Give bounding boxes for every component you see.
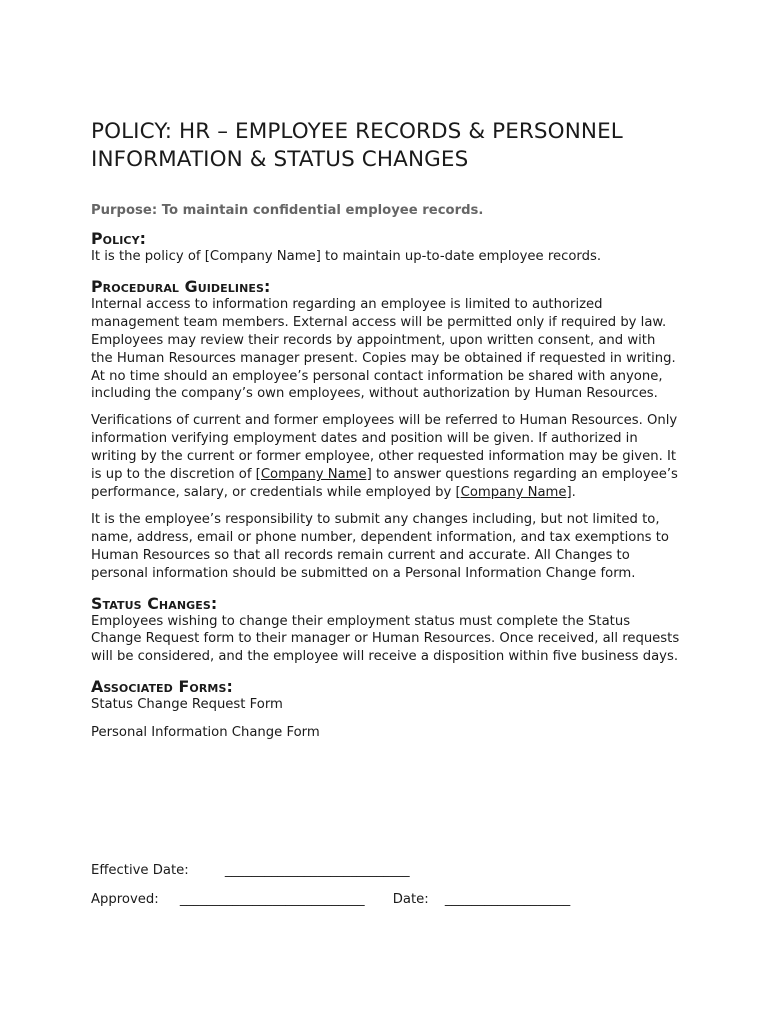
title-line-1: POLICY: HR – EMPLOYEE RECORDS & PERSONNEL [91, 119, 623, 144]
title-line-2: INFORMATION & STATUS CHANGES [91, 147, 469, 172]
p2-text-b: to answer questions regarding an employee’s performance, salary, or credentials while employed by [91, 467, 678, 500]
date-label: Date: [392, 892, 429, 907]
approved-signature-blank[interactable]: ____________________________ [179, 892, 365, 907]
p2-text-c: . [571, 484, 576, 500]
procedural-paragraph-2 [91, 412, 681, 502]
document-title [91, 118, 681, 174]
approved-label: Approved: [91, 892, 159, 907]
status-changes-heading: Status Changes: [91, 593, 218, 613]
policy-heading: Policy: [91, 229, 147, 248]
policy-text: It is the policy of [Company Name] to maintain up-to-date employee records. [91, 249, 602, 264]
procedural-paragraph-1: Internal access to information regarding an employee is limited to authorized management team members. External access will be permitted only if required by law. Employees may review their records by appointment, upon written consent, and with the Human Resources manager present. Copies may be obtained if requested in writing. At no time should an employee’s personal contact information be shared with anyone, including the company’s own employees, without authorization by Human Resources. [91, 296, 676, 402]
effective-date-label: Effective Date: [91, 863, 189, 878]
company-name-placeholder: [Company Name] [455, 484, 572, 500]
purpose-statement: Purpose: To maintain confidential employee records. [91, 203, 484, 218]
associated-forms-heading: Associated Forms: [91, 677, 233, 697]
procedural-paragraph-3: It is the employee’s responsibility to submit any changes including, but not limited to, name, address, email or phone number, dependent information, and tax exemptions to Human Resources so that all records remain current and accurate. All Changes to personal information should be submitted on a Personal Information Change form. [91, 511, 669, 581]
p2-text-a: Verifications of current and former employees will be referred to Human Resources. Only information verifying employment dates and position will be given. If authorized in writing by the current or former employee, other requested information may be given. It is up to the discretion of [91, 413, 678, 483]
document-body [91, 118, 681, 742]
company-name-placeholder: [Company Name] [255, 467, 372, 483]
associated-form-item: Status Change Request Form [91, 697, 283, 713]
status-changes-text: Employees wishing to change their employment status must complete the Status Change Request form to their manager or Human Resources. Once received, all requests will be considered, and the employee will receive a disposition within five business days. [91, 613, 680, 665]
effective-date-row [91, 863, 410, 878]
associated-form-item: Personal Information Change Form [91, 725, 320, 741]
date-blank[interactable]: ___________________ [444, 892, 571, 907]
effective-date-blank[interactable]: ____________________________ [224, 863, 410, 878]
approval-row [91, 892, 570, 907]
procedural-guidelines-heading: Procedural Guidelines: [91, 276, 271, 296]
